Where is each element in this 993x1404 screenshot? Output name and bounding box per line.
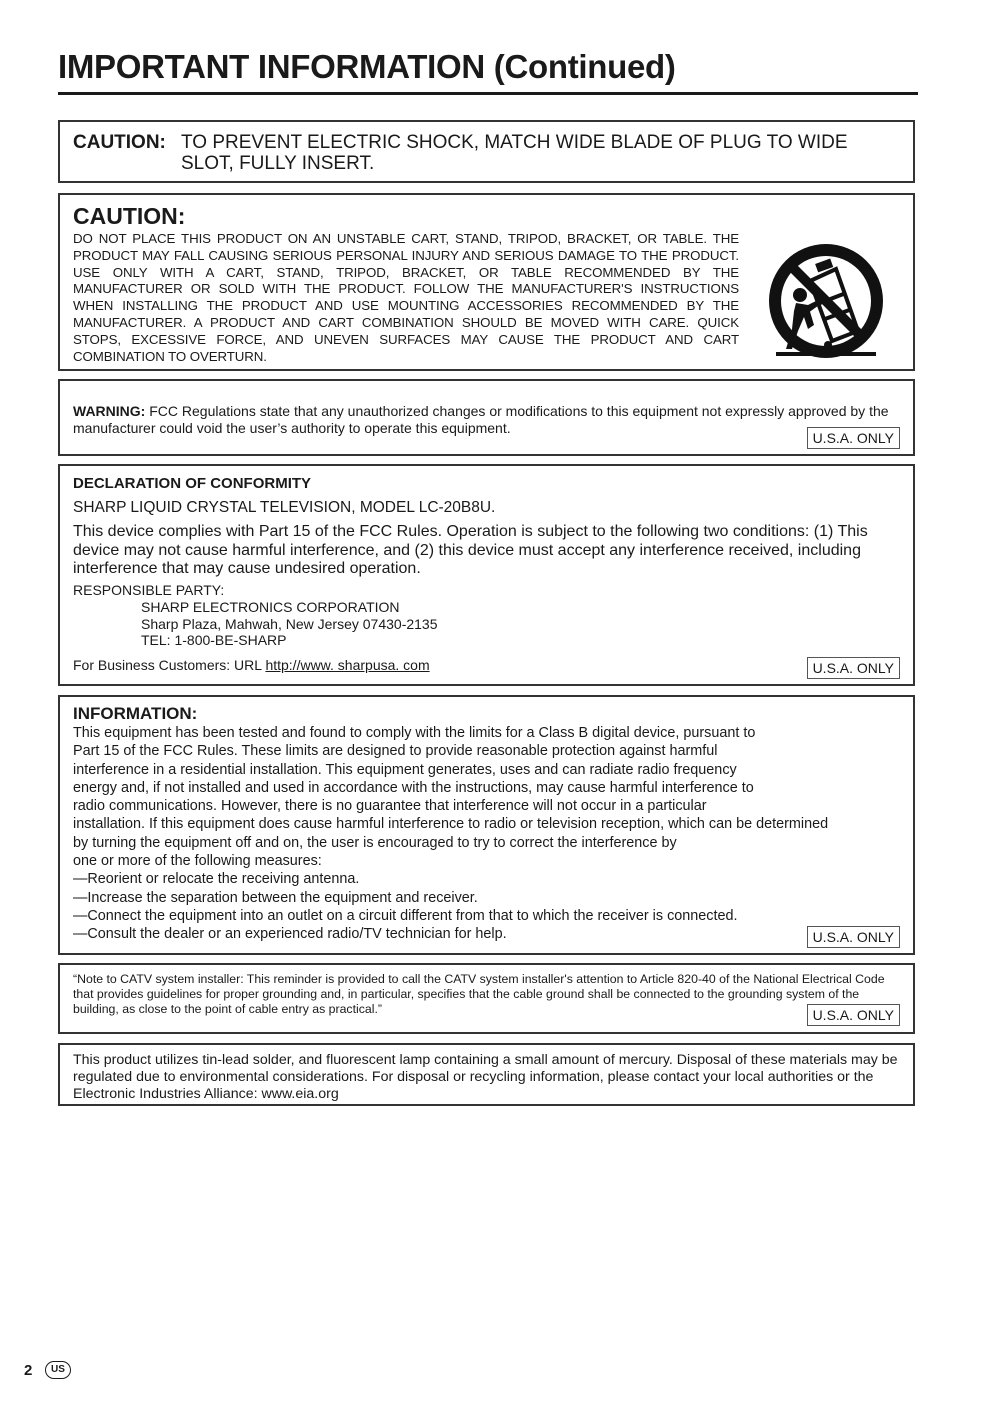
responsible-party-label: RESPONSIBLE PARTY: bbox=[73, 582, 225, 598]
fcc-warning-text bbox=[73, 403, 893, 436]
information-line: —Connect the equipment into an outlet on a circuit different from that to which the receiver is connected. bbox=[73, 907, 738, 924]
information-text bbox=[73, 724, 908, 944]
declaration-model: SHARP LIQUID CRYSTAL TELEVISION, MODEL LC-20B8U. bbox=[73, 499, 496, 516]
caution-cart-box bbox=[58, 193, 915, 371]
information-heading: INFORMATION: bbox=[73, 704, 198, 723]
region-badge: US bbox=[45, 1361, 71, 1379]
information-line: —Consult the dealer or an experienced radio/TV technician for help. bbox=[73, 926, 507, 943]
information-line: This equipment has been tested and found to comply with the limits for a Class B digital device, pursuant to bbox=[73, 725, 756, 741]
warning-body: FCC Regulations state that any unauthorized changes or modifications to this equipment not expressly approved by the manufacturer could void the user’s authority to operate this equipment. bbox=[73, 403, 889, 436]
information-line: —Increase the separation between the equipment and receiver. bbox=[73, 889, 478, 906]
disposal-text: This product utilizes tin-lead solder, and fluorescent lamp containing a small amount of mercury. Disposal of these materials may be regulated due to environmental considerations. For disposal or recycling information, please contact your local authorities or the Electronic Industries Alliance: www.eia.org bbox=[73, 1052, 898, 1102]
declaration-compliance: This device complies with Part 15 of the FCC Rules. Operation is subject to the following two conditions: (1) This device may not cause harmful interference, and (2) this device must accept any interference received, including interference that may cause undesired operation. bbox=[73, 523, 868, 577]
catv-note-text: “Note to CATV system installer: This reminder is provided to call the CATV system installer's attention to Article 820-40 of the National Electrical Code that provides guidelines for proper grounding and, in particular, specifies that the cable ground shall be connected to the grounding system of the building, as close to the point of cable entry as practical.” bbox=[73, 972, 885, 1016]
address-line: SHARP ELECTRONICS CORPORATION bbox=[141, 599, 400, 615]
responsible-party-address bbox=[141, 599, 438, 649]
business-prefix: For Business Customers: URL bbox=[73, 657, 266, 673]
caution-plug-box bbox=[58, 120, 915, 183]
information-line: installation. If this equipment does cause harmful interference to radio or television reception, which can be determined bbox=[73, 816, 829, 833]
caution-cart-heading: CAUTION: bbox=[73, 203, 186, 229]
information-box bbox=[58, 695, 915, 955]
address-line: TEL: 1-800-BE-SHARP bbox=[141, 632, 287, 648]
page-title: IMPORTANT INFORMATION (Continued) bbox=[58, 48, 676, 85]
information-line: energy and, if not installed and used in accordance with the instructions, may cause harmful interference to bbox=[73, 779, 754, 796]
catv-note-box bbox=[58, 963, 915, 1034]
usa-only-badge: U.S.A. ONLY bbox=[807, 926, 900, 948]
information-line: Part 15 of the FCC Rules. These limits are designed to provide reasonable protection against harmful bbox=[73, 743, 718, 760]
disposal-box bbox=[58, 1043, 915, 1106]
cart-tip-over-warning-icon bbox=[762, 239, 890, 367]
warning-label: WARNING: bbox=[73, 403, 146, 419]
information-line: interference in a residential installation. This equipment generates, uses and can radiate radio frequency bbox=[73, 761, 737, 778]
address-line: Sharp Plaza, Mahwah, New Jersey 07430-2135 bbox=[141, 615, 438, 632]
fcc-warning-box bbox=[58, 379, 915, 456]
usa-only-badge: U.S.A. ONLY bbox=[807, 1004, 900, 1026]
caution-plug-text: TO PREVENT ELECTRIC SHOCK, MATCH WIDE BLADE OF PLUG TO WIDE SLOT, FULLY INSERT. bbox=[181, 132, 848, 174]
business-customers-line bbox=[73, 657, 430, 673]
information-line: —Reorient or relocate the receiving antenna. bbox=[73, 871, 360, 888]
declaration-heading: DECLARATION OF CONFORMITY bbox=[73, 475, 312, 492]
caution-plug-label: CAUTION: bbox=[73, 132, 166, 153]
declaration-box bbox=[58, 464, 915, 686]
usa-only-badge: U.S.A. ONLY bbox=[807, 657, 900, 679]
information-line: radio communications. However, there is no guarantee that interference will not occur in a particular bbox=[73, 798, 707, 815]
business-url-link[interactable]: http://www. sharpusa. com bbox=[265, 657, 430, 673]
page-number: 2 bbox=[24, 1362, 33, 1379]
usa-only-badge: U.S.A. ONLY bbox=[807, 427, 900, 449]
title-rule bbox=[58, 92, 918, 95]
caution-cart-text: DO NOT PLACE THIS PRODUCT ON AN UNSTABLE CART, STAND, TRIPOD, BRACKET, OR TABLE. THE PRODUCT MAY FALL CAUSING SERIOUS PERSONAL INJURY AND SERIOUS DAMAGE TO THE PRODUCT. USE ONLY WITH A CART, STAND, TRIPOD, BRACKET, OR TABLE RECOMMENDED BY THE MANUFACTURER OR SOLD WITH THE PRODUCT. FOLLOW THE MANUFACTURER'S INSTRUCTIONS WHEN INSTALLING THE PRODUCT AND USE MOUNTING ACCESSORIES RECOMMENDED BY THE MANUFACTURER. A PRODUCT AND CART COMBINATION SHOULD BE MOVED WITH CARE. QUICK STOPS, EXCESSIVE FORCE, AND UNEVEN SURFACES MAY CAUSE THE PRODUCT AND CART COMBINATION TO OVERTURN. bbox=[73, 231, 739, 364]
information-line: one or more of the following measures: bbox=[73, 853, 322, 870]
information-line: by turning the equipment off and on, the user is encouraged to try to correct the interference by bbox=[73, 834, 677, 851]
